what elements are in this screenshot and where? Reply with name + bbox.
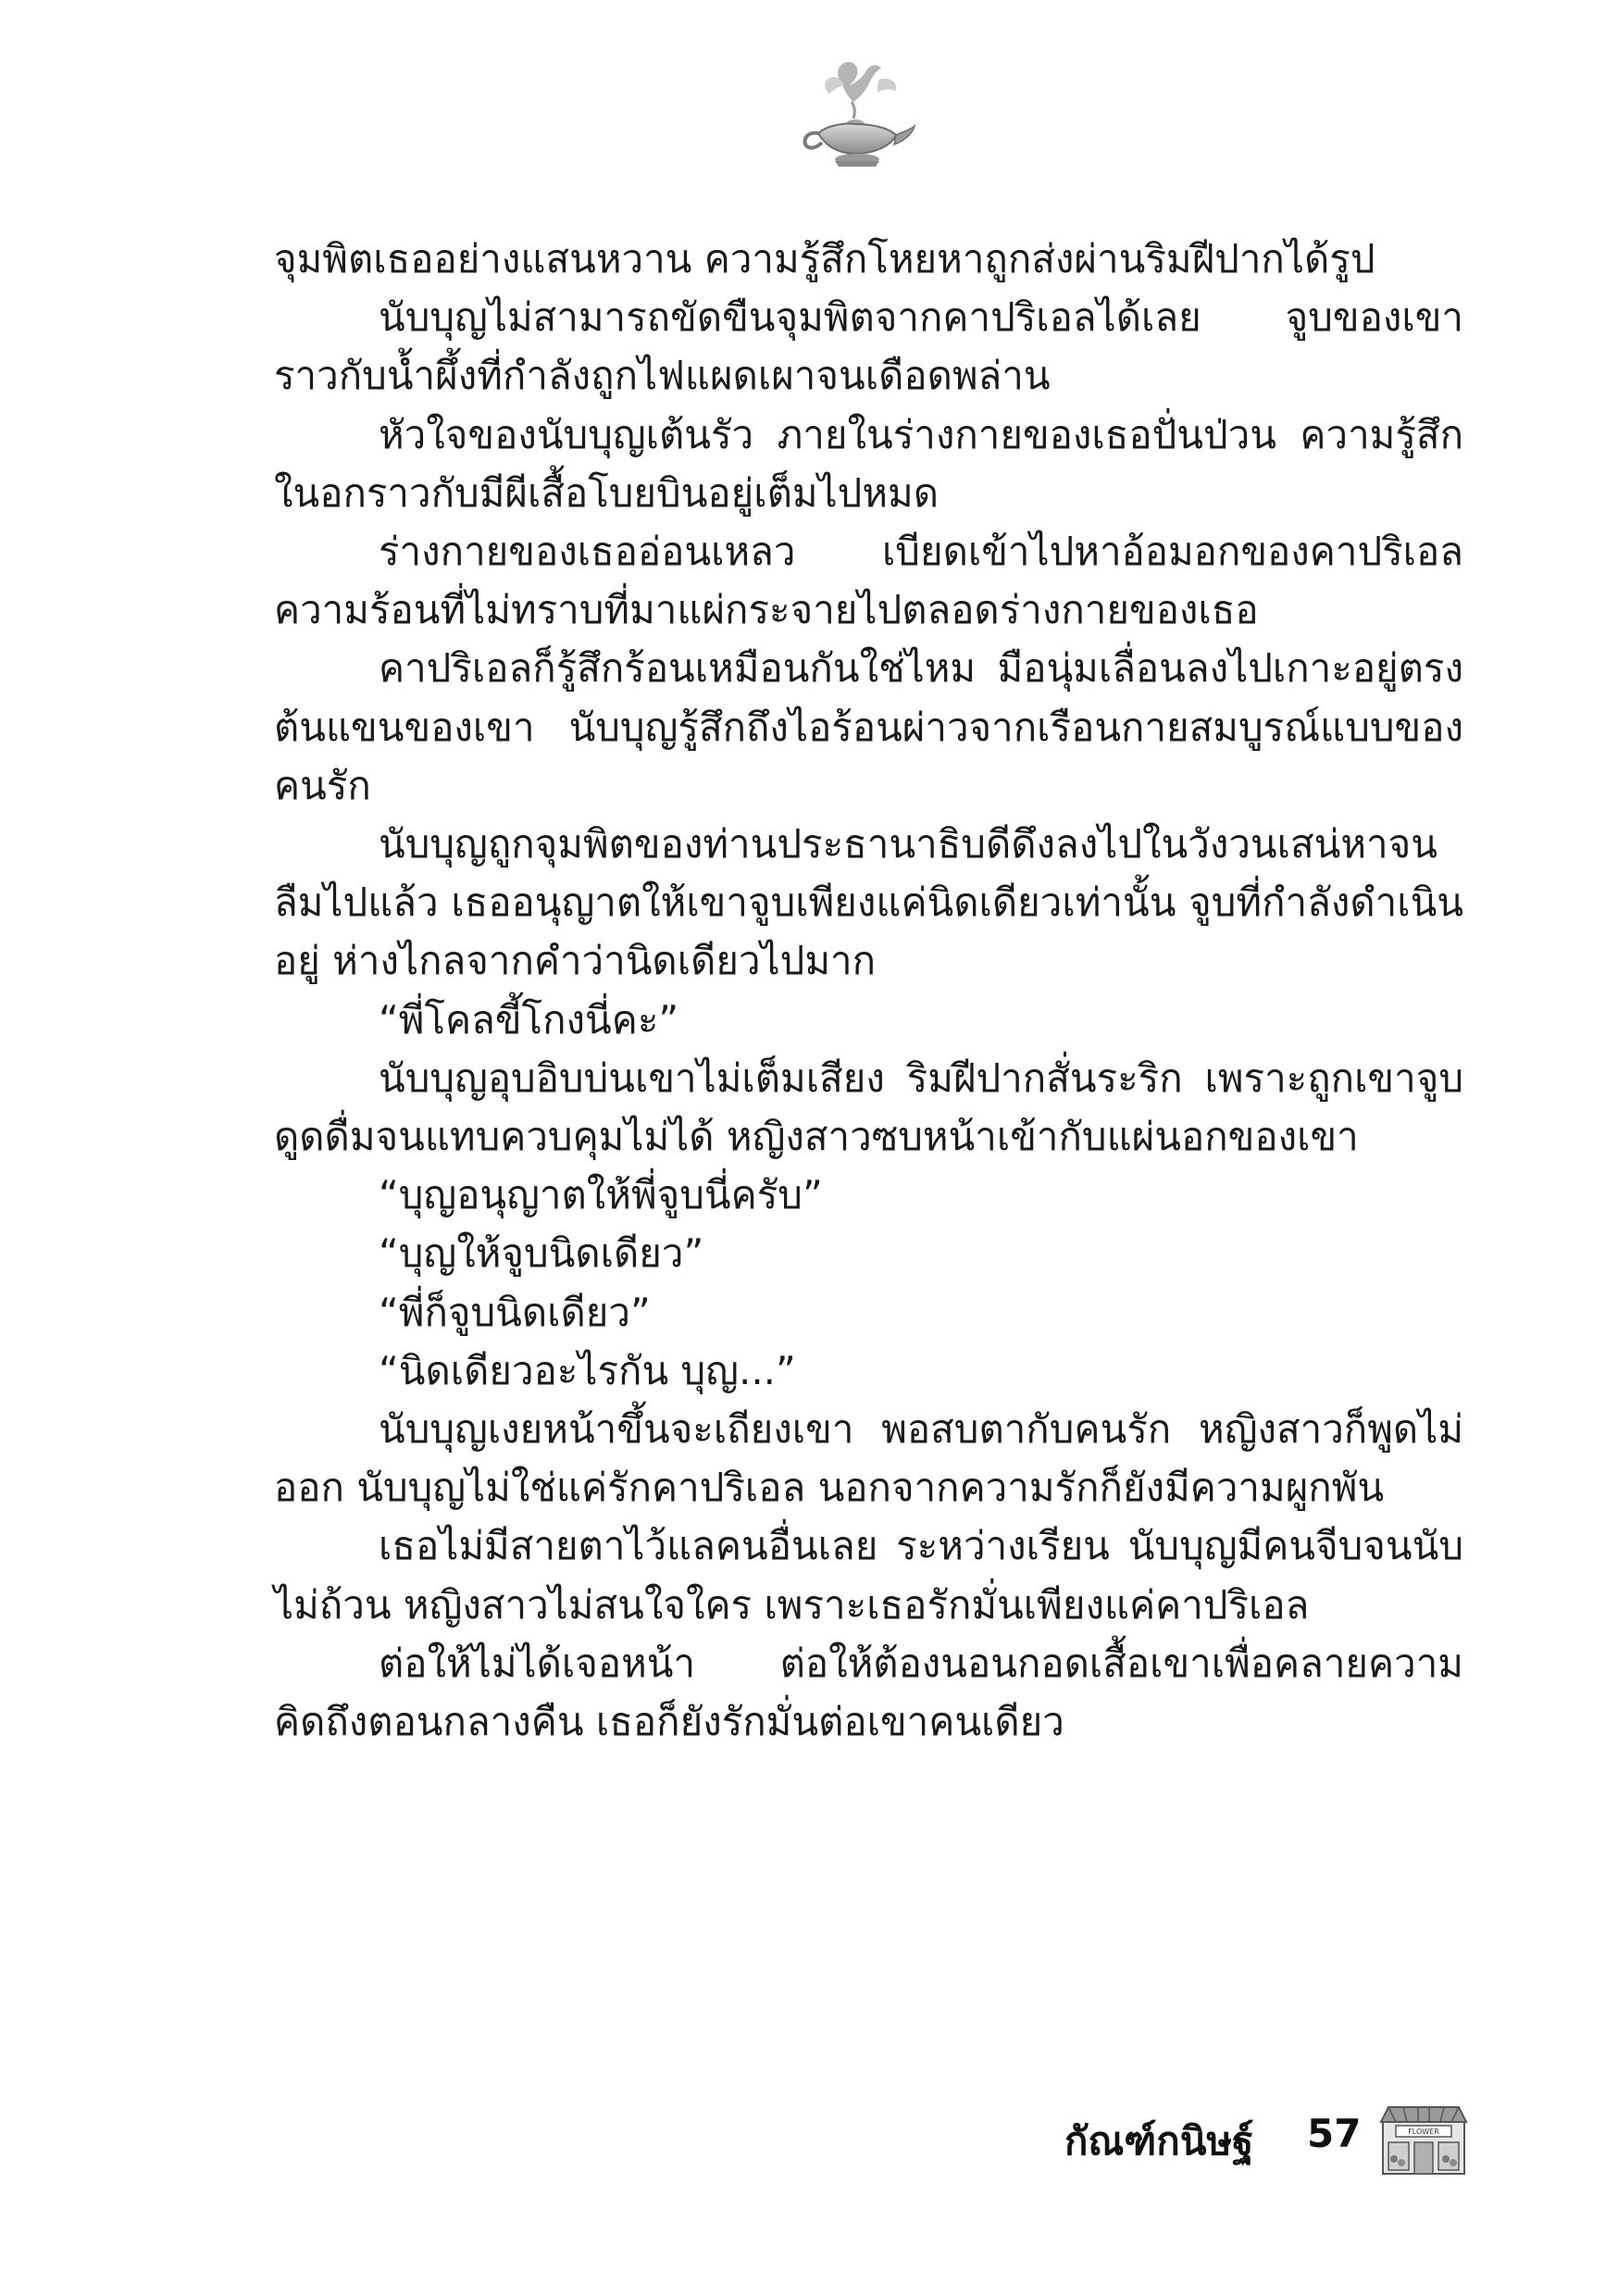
paragraph: ต่อให้ไม่ได้เจอหน้า ต่อให้ต้องนอนกอดเสื้อเขาเพื่อคลายความคิดถึงตอนกลางคืน เธอก็ยังรักมั่นต่อเขาคนเดียว (274, 1640, 1463, 1745)
page-footer (1064, 2102, 1481, 2185)
author-name: กัณฑ์กนิษฐ์ (1064, 2118, 1254, 2164)
paragraph: คาปริเอลก็รู้สึกร้อนเหมือนกันใช่ไหม มือนุ่มเลื่อนลงไปเกาะอยู่ตรงต้นแขนของเขา นับบุญรู้สึกถึงไอร้อนผ่าวจากเรือนกายสมบูรณ์แบบของคนรัก (274, 645, 1463, 808)
dialogue-line: “นิดเดียวอะไรกัน บุญ...” (379, 1347, 796, 1393)
paragraph: ร่างกายของเธออ่อนเหลว เบียดเข้าไปหาอ้อมอกของคาปริเอลความร้อนที่ไม่ทราบที่มาแผ่กระจายไปตลอดร่างกายของเธอ (274, 529, 1463, 633)
paragraph: นับบุญเงยหน้าขึ้นจะเถียงเขา พอสบตากับคนรัก หญิงสาวก็พูดไม่ออก นับบุญไม่ใช่แค่รักคาปริเอล นอกจากความรักก็ยังมีความผูกพัน (274, 1406, 1463, 1511)
svg-text:FLOWER: FLOWER (1408, 2128, 1439, 2136)
flower-shop-building-icon (1379, 2102, 1468, 2176)
dialogue-line: “พี่ก็จูบนิดเดียว” (379, 1289, 651, 1335)
dialogue-line: “บุญอนุญาตให้พี่จูบนี่ครับ” (379, 1172, 823, 1218)
paragraph: นับบุญถูกจุมพิตของท่านประธานาธิบดีดึงลงไปในวังวนเสน่หาจนลืมไปแล้ว เธออนุญาตให้เขาจูบเพียงแค่นิดเดียวเท่านั้น จูบที่กำลังดำเนินอยู่ ห่างไกลจากคำว่านิดเดียวไปมาก (274, 821, 1463, 984)
page-number: 57 (1307, 2111, 1362, 2156)
paragraph: จุมพิตเธออย่างแสนหวาน ความรู้สึกโหยหาถูกส่งผ่านริมฝีปากได้รูป (274, 236, 1375, 281)
dialogue-line: “พี่โคลขี้โกงนี่คะ” (379, 996, 679, 1042)
paragraph: นับบุญอุบอิบบ่นเขาไม่เต็มเสียง ริมฝีปากสั่นระริก เพราะถูกเขาจูบดูดดื่มจนแทบควบคุมไม่ได้ หญิงสาวซบหน้าเข้ากับแผ่นอกของเขา (274, 1054, 1463, 1160)
dialogue-line: “บุญให้จูบนิดเดียว” (379, 1230, 704, 1277)
paragraph: นับบุญไม่สามารถขัดขืนจุมพิตจากคาปริเอลได้เลย จูบของเขาราวกับน้ำผึ้งที่กำลังถูกไฟแผดเผาจนเดือดพล่าน (274, 294, 1463, 399)
magic-lamp-fairy-icon (798, 57, 918, 168)
body-text (274, 230, 1463, 1751)
paragraph: เธอไม่มีสายตาไว้แลคนอื่นเลย ระหว่างเรียน นับบุญมีคนจีบจนนับไม่ถ้วน หญิงสาวไม่สนใจใคร เพราะเธอรักมั่นเพียงแค่คาปริเอล (274, 1523, 1463, 1628)
paragraph: หัวใจของนับบุญเต้นรัว ภายในร่างกายของเธอปั่นป่วน ความรู้สึกในอกราวกับมีผีเสื้อโบยบินอยู่เต็มไปหมด (274, 411, 1463, 516)
